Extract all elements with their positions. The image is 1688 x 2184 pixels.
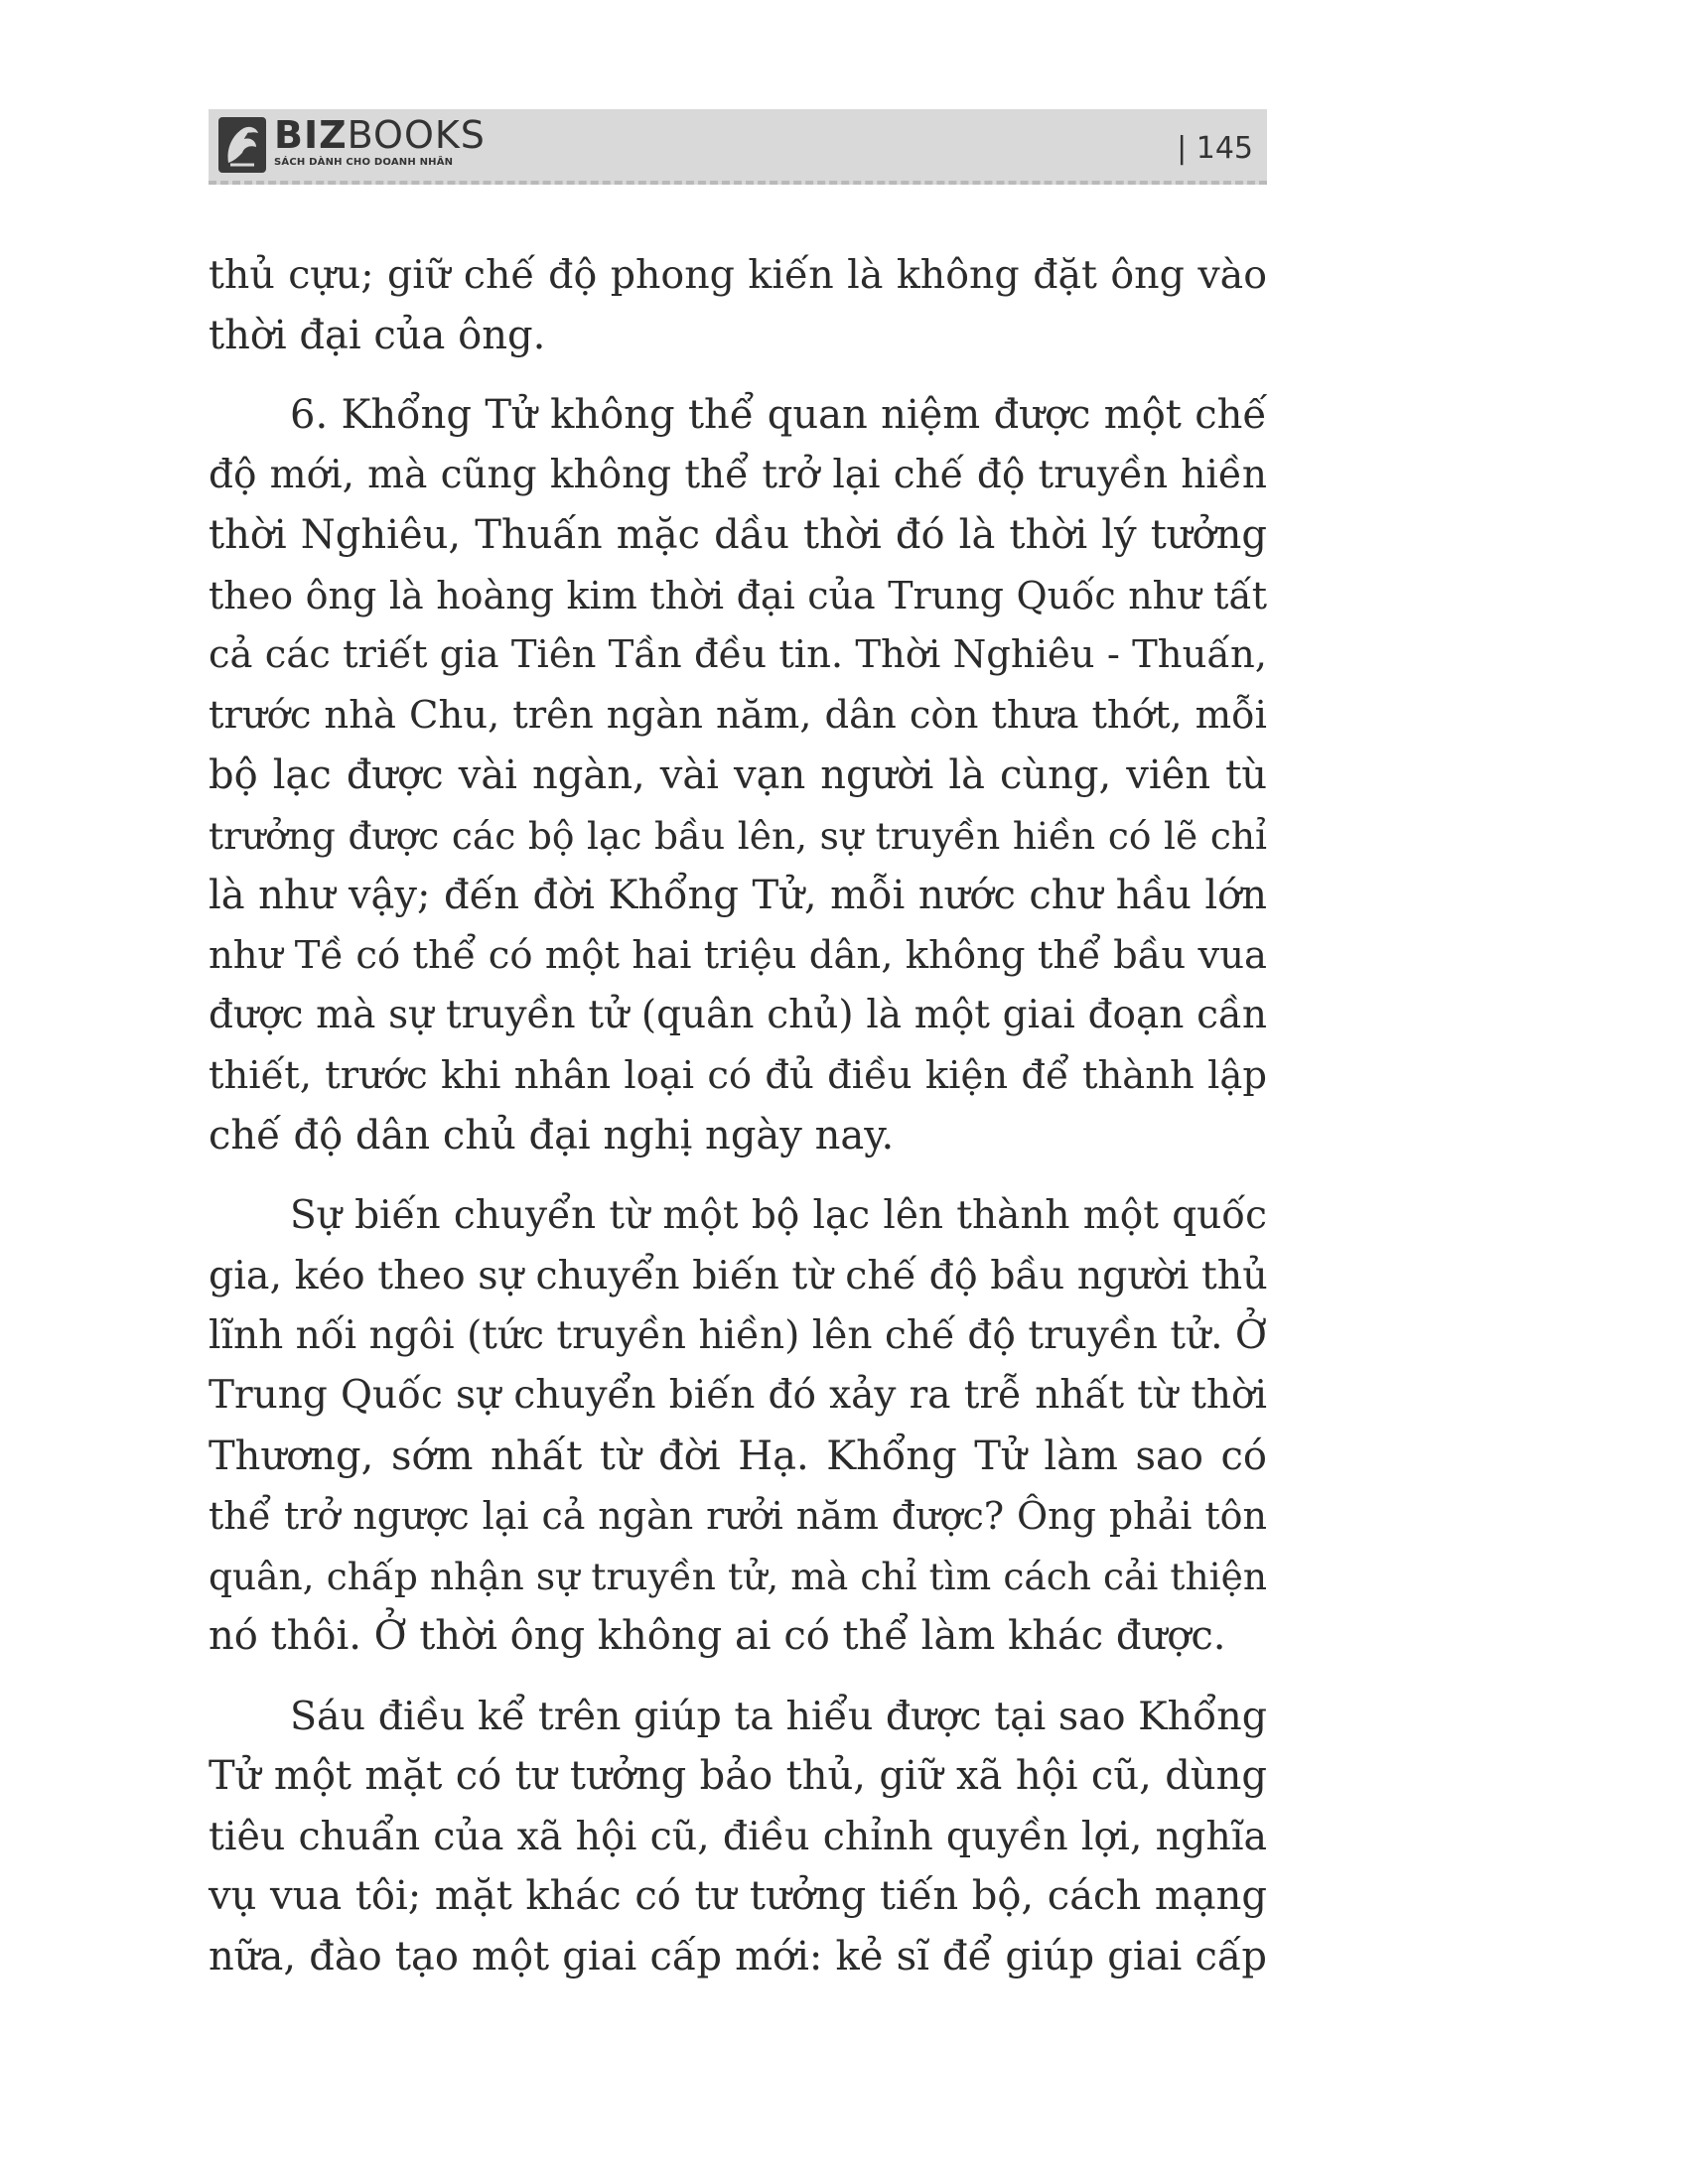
text-line: trưởng được các bộ lạc bầu lên, sự truyền hiền có lẽ chỉ <box>209 813 1267 858</box>
text-line: thể trở ngược lại cả ngàn rưởi năm được? Ông phải tôn <box>209 1494 1267 1538</box>
paragraph-4 <box>209 1687 1267 1987</box>
text-line: cả các triết gia Tiên Tần đều tin. Thời Nghiêu - Thuấn, <box>209 632 1267 677</box>
paragraph-3 <box>209 1186 1267 1667</box>
brand-tagline: SÁCH DÀNH CHO DOANH NHÂN <box>274 157 454 168</box>
text-line: nó thôi. Ở thời ông không ai có thể làm khác được. <box>209 1613 1226 1659</box>
text-line: trước nhà Chu, trên ngàn năm, dân còn thưa thớt, mỗi <box>209 692 1267 738</box>
text-line: Tử một mặt có tư tưởng bảo thủ, giữ xã hội cũ, dùng <box>209 1753 1267 1799</box>
paragraph-2 <box>209 385 1267 1166</box>
text-line: theo ông là hoàng kim thời đại của Trung Quốc như tất <box>209 573 1267 617</box>
page-body <box>209 245 1267 1986</box>
brand-name <box>274 115 486 155</box>
text-line: chế độ dân chủ đại nghị ngày nay. <box>209 1113 895 1159</box>
brand-bold: BIZ <box>274 113 348 157</box>
text-line: thời đại của ông. <box>209 312 546 358</box>
text-line: vụ vua tôi; mặt khác có tư tưởng tiến bộ, cách mạng <box>209 1873 1267 1919</box>
text-line: độ mới, mà cũng không thể trở lại chế độ truyền hiền <box>209 452 1267 497</box>
text-line: Trung Quốc sự chuyển biến đó xảy ra trễ nhất từ thời <box>209 1373 1267 1418</box>
text-line: được mà sự truyền tử (quân chủ) là một giai đoạn cần <box>209 993 1267 1037</box>
text-line: lĩnh nối ngôi (tức truyền hiền) lên chế độ truyền tử. Ở <box>209 1312 1267 1358</box>
bizbooks-logo-icon <box>216 115 268 175</box>
text-line: 6. Khổng Tử không thể quan niệm được một chế <box>290 392 1267 438</box>
text-line: tiêu chuẩn của xã hội cũ, điều chỉnh quyền lợi, nghĩa <box>209 1813 1267 1859</box>
text-line: bộ lạc được vài ngàn, vài vạn người là cùng, viên tù <box>209 752 1267 798</box>
text-line: Thương, sớm nhất từ đời Hạ. Khổng Tử làm sao có <box>209 1433 1267 1479</box>
text-line: nữa, đào tạo một giai cấp mới: kẻ sĩ để giúp giai cấp <box>209 1933 1267 1979</box>
text-line: như Tề có thể có một hai triệu dân, không thể bầu vua <box>209 932 1267 978</box>
text-line: Sáu điều kể trên giúp ta hiểu được tại sao Khổng <box>290 1693 1267 1739</box>
text-line: thời Nghiêu, Thuấn mặc dầu thời đó là thời lý tưởng <box>209 512 1267 558</box>
paragraph-1 <box>209 245 1267 365</box>
brand-regular: BOOKS <box>347 113 486 157</box>
text-line: là như vậy; đến đời Khổng Tử, mỗi nước chư hầu lớn <box>209 873 1267 918</box>
text-line: thủ cựu; giữ chế độ phong kiến là không đặt ông vào <box>209 252 1267 298</box>
text-line: thiết, trước khi nhân loại có đủ điều kiện để thành lập <box>209 1052 1267 1098</box>
text-line: gia, kéo theo sự chuyển biến từ chế độ bầu người thủ <box>209 1253 1268 1298</box>
text-line: quân, chấp nhận sự truyền tử, mà chỉ tìm cách cải thiện <box>209 1554 1267 1598</box>
running-header <box>209 109 1267 185</box>
page-number: | 145 <box>1177 131 1253 166</box>
text-line: Sự biến chuyển từ một bộ lạc lên thành một quốc <box>290 1192 1267 1238</box>
